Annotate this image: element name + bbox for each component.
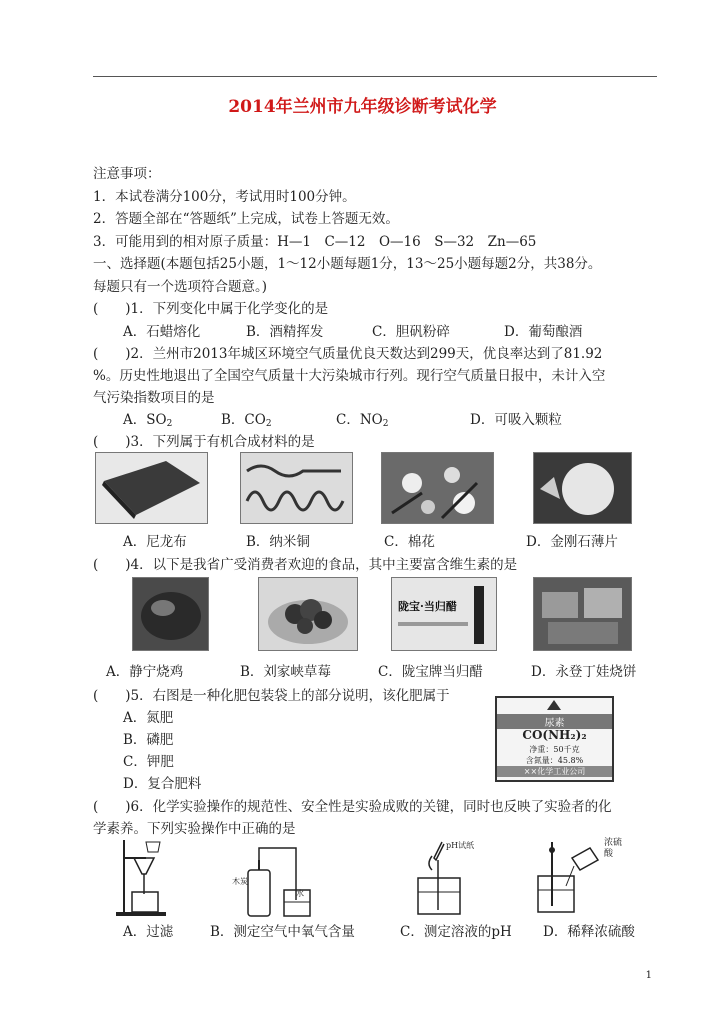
q6-option-d: D．稀释浓硫酸 — [543, 924, 635, 940]
fertilizer-company: ××化学工业公司 — [497, 766, 612, 777]
question-2-stem-cont: 气污染指数项目的是 — [93, 390, 215, 406]
q6-option-a: A．过滤 — [123, 924, 174, 940]
q2-option-c: C．$NO_2$ — [336, 412, 389, 429]
nano-copper-image — [240, 452, 353, 524]
fertilizer-name: 尿素 — [497, 714, 612, 729]
question-6-stem: ( )6．化学实验操作的规范性、安全性是实验成败的关键，同时也反映了实验者的化 — [93, 799, 612, 815]
fertilizer-label-image — [495, 696, 614, 782]
q2-option-d: D．可吸入颗粒 — [470, 412, 562, 428]
fertilizer-formula: CO(NH₂)₂ — [522, 728, 587, 742]
section-note: 每题只有一个选项符合题意。) — [93, 279, 268, 295]
q5-option-d: D．复合肥料 — [123, 776, 202, 792]
q4-option-d: D．永登丁娃烧饼 — [531, 664, 637, 680]
question-4-stem: ( )4．以下是我省广受消费者欢迎的食品，其中主要富含维生素的是 — [93, 557, 518, 573]
charcoal-label: 木炭 — [232, 877, 248, 886]
page-number: 1 — [645, 970, 652, 981]
section-heading: 一、选择题(本题包括25小题，1～12小题每题1分，13～25小题每题2分，共38分。 — [93, 256, 602, 272]
roast-chicken-image — [132, 577, 209, 651]
q4-option-a: A．静宁烧鸡 — [106, 664, 184, 680]
filtration-apparatus-image — [112, 836, 172, 918]
question-2-stem-cont: %。历史性地退出了全国空气质量十大污染城市行列。现行空气质量日报中，未计入空 — [93, 368, 606, 384]
question-6-stem-cont: 学素养。下列实验操作中正确的是 — [93, 821, 296, 837]
q5-option-c: C．钾肥 — [123, 754, 174, 770]
vinegar-label: 陇宝·当归醋 — [398, 600, 457, 613]
concentrated-acid-label: 浓硫酸 — [604, 838, 623, 859]
q6-option-c: C．测定溶液的pH — [400, 924, 512, 940]
q1-option-b: B．酒精挥发 — [246, 324, 324, 340]
strawberry-image — [258, 577, 358, 651]
q2-option-a: A．$SO_2$ — [123, 412, 173, 429]
q3-option-b: B．纳米铜 — [246, 534, 310, 550]
q1-option-d: D．葡萄酿酒 — [504, 324, 583, 340]
q3-option-c: C．棉花 — [384, 534, 435, 550]
notice-item: 3．可能用到的相对原子质量：H—1 C—12 O—16 S—32 Zn—65 — [93, 234, 537, 250]
question-1-stem: ( )1．下列变化中属于化学变化的是 — [93, 301, 329, 317]
fertilizer-nitrogen: 含氮量：45.8% — [525, 756, 584, 765]
ph-paper-label: pH试纸 — [446, 841, 475, 850]
nylon-cloth-image — [95, 452, 208, 524]
notice-item: 1．本试卷满分100分，考试用时100分钟。 — [93, 189, 356, 205]
header-rule — [93, 76, 657, 77]
dilute-acid-apparatus-image — [532, 840, 612, 920]
page-title: 2014年兰州市九年级诊断考试化学 — [228, 97, 497, 117]
question-3-stem: ( )3．下列属于有机合成材料的是 — [93, 434, 315, 450]
angelica-vinegar-image — [391, 577, 497, 651]
q4-option-b: B．刘家峡草莓 — [240, 664, 331, 680]
q1-option-c: C．胆矾粉碎 — [372, 324, 450, 340]
flatbread-image — [533, 577, 632, 651]
cotton-image — [381, 452, 494, 524]
q5-option-a: A．氮肥 — [123, 710, 174, 726]
diamond-film-image — [533, 452, 632, 524]
q5-option-b: B．磷肥 — [123, 732, 174, 748]
question-2-stem: ( )2．兰州市2013年城区环境空气质量优良天数达到299天，优良率达到了81.92 — [93, 346, 603, 362]
water-label: 水 — [296, 889, 304, 898]
q2-option-b: B．$CO_2$ — [221, 412, 272, 429]
q3-option-d: D．金刚石薄片 — [526, 534, 618, 550]
fertilizer-weight: 净重：50千克 — [529, 745, 580, 754]
question-5-stem: ( )5．右图是一种化肥包装袋上的部分说明，该化肥属于 — [93, 688, 450, 704]
notice-item: 2．答题全部在“答题纸”上完成，试卷上答题无效。 — [93, 211, 399, 227]
q4-option-c: C．陇宝牌当归醋 — [378, 664, 483, 680]
q6-option-b: B．测定空气中氧气含量 — [210, 924, 355, 940]
notice-heading: 注意事项： — [93, 166, 161, 182]
q1-option-a: A．石蜡熔化 — [123, 324, 201, 340]
q3-option-a: A．尼龙布 — [123, 534, 187, 550]
